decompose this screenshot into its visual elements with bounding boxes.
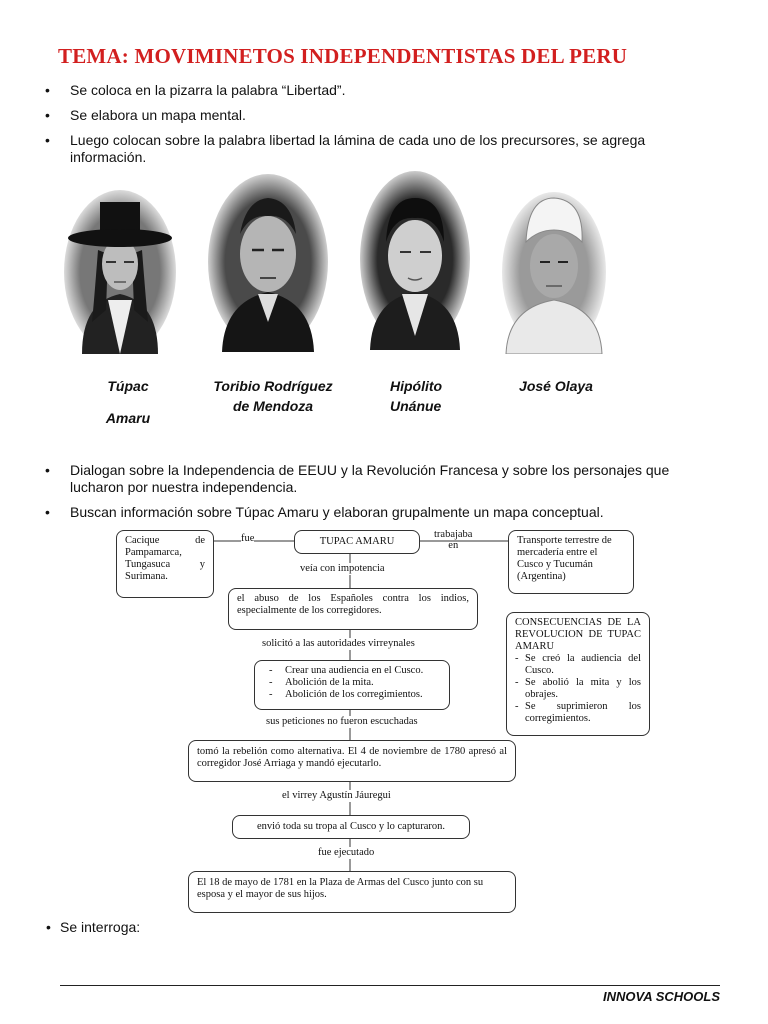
concept-cacique-node: Cacique de Pampamarca, Tungasuca y Surimana. — [116, 530, 214, 598]
list-item: - Se abolió la mita y los obrajes. — [515, 677, 641, 701]
footer-divider — [60, 985, 720, 986]
list-item: • Luego colocan sobre la palabra libertad la lámina de cada uno de los precursores, se agrega información. — [40, 132, 720, 166]
precursor-name-tupac: Túpac Amaru — [105, 378, 151, 426]
concept-transporte-node: Transporte terrestre de mercadería entre el Cusco y Tucumán (Argentina) — [508, 530, 634, 594]
list-item: • Se elabora un mapa mental. — [40, 107, 720, 124]
concept-label-fue: fue — [241, 533, 255, 544]
list-item: • Se interroga: — [46, 919, 726, 936]
precursor-name-toribio: Toribio Rodríguez de Mendoza — [213, 378, 333, 414]
page-title: TEMA: MOVIMINETOS INDEPENDENTISTAS DEL PERU — [58, 44, 628, 68]
consecuencias-title: CONSECUENCIAS DE LA REVOLUCION DE TUPAC AMARU — [515, 617, 641, 652]
precursor-name-hipolito: Hipólito Unánue — [390, 378, 443, 414]
list-item: - Crear una audiencia en el Cusco. — [263, 665, 441, 677]
concept-peticiones-node — [254, 660, 450, 710]
concept-label-veia: veía con impotencia — [300, 563, 385, 574]
concept-label-trabajaba: trabajaba en — [434, 529, 473, 551]
concept-muerte-node: El 18 de mayo de 1781 en la Plaza de Armas del Cusco junto con su esposa y el mayor de sus hijos. — [188, 871, 516, 913]
concept-label-virrey: el virrey Agustín Jáuregui — [282, 790, 391, 801]
concept-label-no-escuchadas: sus peticiones no fueron escuchadas — [266, 716, 418, 727]
footer-brand: INNOVA SCHOOLS — [602, 989, 720, 1004]
concept-label-solicito: solicitó a las autoridades virreynales — [262, 638, 415, 649]
list-item: - Abolición de los corregimientos. — [263, 689, 441, 701]
concept-tropa-node: envió toda su tropa al Cusco y lo capturaron. — [232, 815, 470, 839]
concept-label-ejecutado: fue ejecutado — [318, 847, 375, 858]
list-item: • Se coloca en la pizarra la palabra “Libertad”. — [40, 82, 720, 99]
closing-bullet-list — [46, 919, 726, 944]
concept-abuso-node: el abuso de los Españoles contra los indios, especialmente de los corregidores. — [228, 588, 478, 630]
concept-consecuencias-node — [506, 612, 650, 736]
precursor-name-olaya: José Olaya — [519, 378, 593, 394]
concept-central-node: TUPAC AMARU — [294, 530, 420, 554]
concept-rebelion-node: tomó la rebelión como alternativa. El 4 de noviembre de 1780 apresó al corregidor José Arriaga y mandó ejecutarlo. — [188, 740, 516, 782]
list-item: • Buscan información sobre Túpac Amaru y elaboran grupalmente un mapa conceptual. — [40, 504, 720, 521]
list-item: - Se suprimieron los corregimientos. — [515, 701, 641, 725]
list-item: - Abolición de la mita. — [263, 677, 441, 689]
list-item: - Se creó la audiencia del Cusco. — [515, 653, 641, 677]
list-item: • Dialogan sobre la Independencia de EEUU y la Revolución Francesa y sobre los personajes que lucharon por nuestra independencia. — [40, 462, 720, 496]
